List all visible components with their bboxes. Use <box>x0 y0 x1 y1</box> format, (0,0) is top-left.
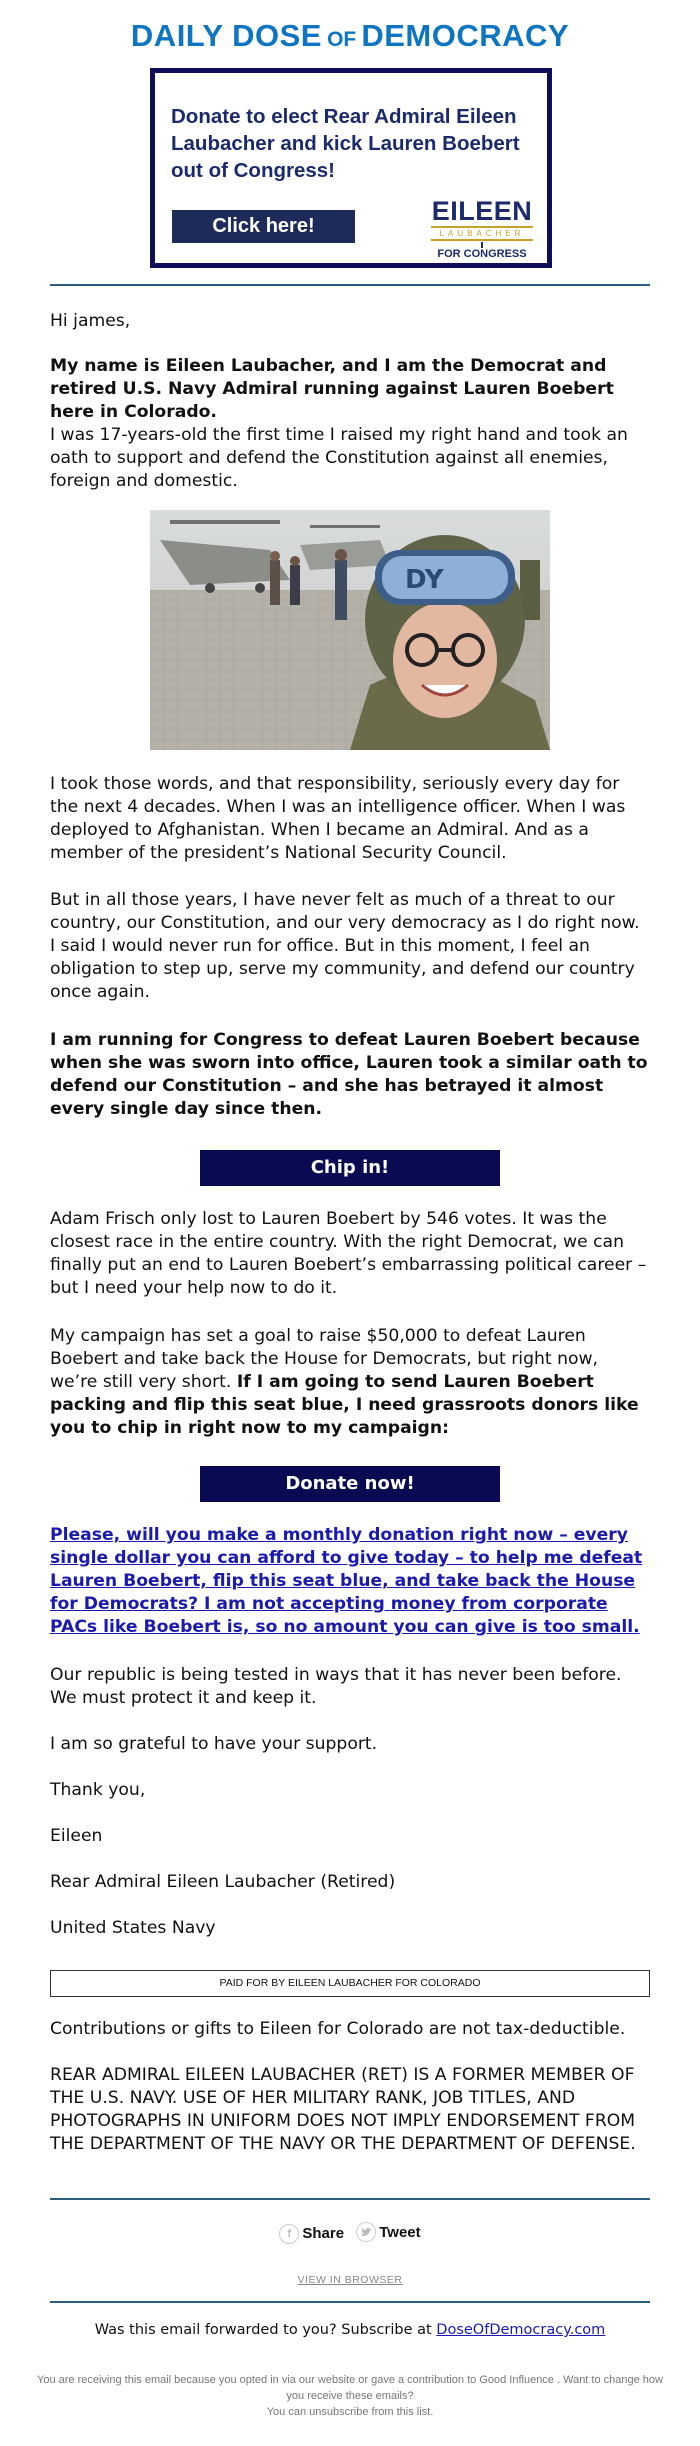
candidate-photo-illustration <box>150 510 550 750</box>
career-paragraph: I took those words, and that responsibility, seriously every day for the next 4 decades. When I was an intelligence officer. When I was deployed to Afghanistan. When I became an Admiral. And as a member of the president’s National Security Council. <box>50 774 626 863</box>
campaign-logo-tagline: FOR CONGRESS <box>437 248 527 260</box>
candidate-photo <box>150 510 550 750</box>
chip-in-button[interactable]: Chip in! <box>200 1150 500 1186</box>
forwarded-text: Was this email forwarded to you? Subscribe at <box>94 2322 437 2338</box>
donate-banner[interactable] <box>150 68 552 268</box>
republic-paragraph: Our republic is being tested in ways that it has never been before. We must protect it and keep it. <box>50 1665 622 1708</box>
opt-in-notice: You are receiving this email because you opted in via our website or gave a contribution to Good Influence . Want to change how you receive these emails? <box>37 2374 663 2402</box>
logo-of: OF <box>327 28 357 51</box>
signoff-thanks: Thank you, <box>50 1780 146 1800</box>
tweet-button[interactable] <box>356 2222 420 2242</box>
logo-daily-dose: DAILY DOSE <box>130 18 322 53</box>
oath-paragraph: I was 17-years-old the first time I raised my right hand and took an oath to support and defend the Constitution against all enemies, foreign and domestic. <box>50 425 628 491</box>
social-share-bar <box>0 2222 700 2244</box>
helmet-text: DY <box>405 565 444 595</box>
banner-headline: Donate to elect Rear Admiral Eileen Laubacher and kick Lauren Boebert out of Congress! <box>171 105 520 182</box>
signoff-title: Rear Admiral Eileen Laubacher (Retired) <box>50 1872 396 1892</box>
monthly-donation-link[interactable]: Please, will you make a monthly donation right now – every single dollar you can afford to give today – to help me defeat Lauren Boebert, flip this seat blue, and take back the House for Democrats? I am not accepting money from corporate PACs like Boebert is, so no amount you can give is too small. <box>50 1525 643 1637</box>
subscribe-link[interactable]: DoseOfDemocracy.com <box>436 2322 606 2338</box>
campaign-logo <box>427 197 537 260</box>
divider <box>50 2198 650 2200</box>
tweet-label: Tweet <box>379 2223 421 2241</box>
facebook-icon: f <box>279 2224 299 2244</box>
tax-disclaimer: Contributions or gifts to Eileen for Colorado are not tax-deductible. <box>50 2019 626 2039</box>
military-disclaimer: REAR ADMIRAL EILEEN LAUBACHER (RET) IS A FORMER MEMBER OF THE U.S. NAVY. USE OF HER MILITARY RANK, JOB TITLES, AND PHOTOGRAPHS IN UNIFORM DOES NOT IMPLY ENDORSEMENT FROM THE DEPARTMENT OF THE NAVY OR THE DEPARTMENT OF DEFENSE. <box>50 2065 636 2154</box>
campaign-logo-name: EILEEN <box>431 196 533 226</box>
greeting: Hi james, <box>50 311 131 331</box>
banner-click-here-button[interactable]: Click here! <box>172 210 355 243</box>
frisch-paragraph: Adam Frisch only lost to Lauren Boebert by 546 votes. It was the closest race in the entire country. With the right Democrat, we can finally put an end to Lauren Boebert’s embarrassing political career – but I need your help now to do it. <box>50 1209 647 1298</box>
oath-betrayed-paragraph: I am running for Congress to defeat Lauren Boebert because when she was sworn into office, Lauren took a similar oath to defend our Constitution – and she has betrayed it almost every single day since then. <box>50 1030 648 1119</box>
share-button[interactable] <box>279 2224 344 2244</box>
donate-now-button[interactable]: Donate now! <box>200 1466 500 1502</box>
signoff-branch: United States Navy <box>50 1918 216 1938</box>
grateful-paragraph: I am so grateful to have your support. <box>50 1734 378 1754</box>
newsletter-logo[interactable] <box>0 0 700 62</box>
campaign-logo-surname: LAUBACHER <box>431 226 533 241</box>
unsubscribe-link[interactable]: You can unsubscribe from this list. <box>266 2406 434 2418</box>
logo-democracy: DEMOCRACY <box>361 18 570 53</box>
twitter-bird-glyph <box>361 2228 372 2237</box>
view-in-browser-link[interactable]: VIEW IN BROWSER <box>297 2274 403 2286</box>
signoff-name: Eileen <box>50 1826 103 1846</box>
goal-text: My campaign has set a goal to raise $50,000 to defeat Lauren Boebert and take back the House for Democrats, but right now, we’re still very short. <box>50 1326 599 1392</box>
goal-ask-text: If I am going to send Lauren Boebert packing and flip this seat blue, I need grassroots donors like you to chip in right now to my campaign: <box>50 1372 639 1438</box>
goal-paragraph <box>50 1325 650 1440</box>
threat-paragraph: But in all those years, I have never felt as much of a threat to our country, our Constitution, and our very democracy as I do right now. I said I would never run for office. But in this moment, I feel an obligation to step up, serve my community, and defend our country once again. <box>50 890 640 1002</box>
divider <box>50 284 650 286</box>
forwarded-notice <box>0 2322 700 2338</box>
intro-bold-paragraph: My name is Eileen Laubacher, and I am the Democrat and retired U.S. Navy Admiral running against Lauren Boebert here in Colorado. <box>50 356 614 422</box>
twitter-icon <box>356 2222 376 2242</box>
share-label: Share <box>302 2225 345 2242</box>
paid-for-disclaimer: PAID FOR BY EILEEN LAUBACHER FOR COLORADO <box>50 1970 650 1997</box>
divider <box>50 2301 650 2303</box>
unsubscribe-notice <box>30 2372 670 2420</box>
